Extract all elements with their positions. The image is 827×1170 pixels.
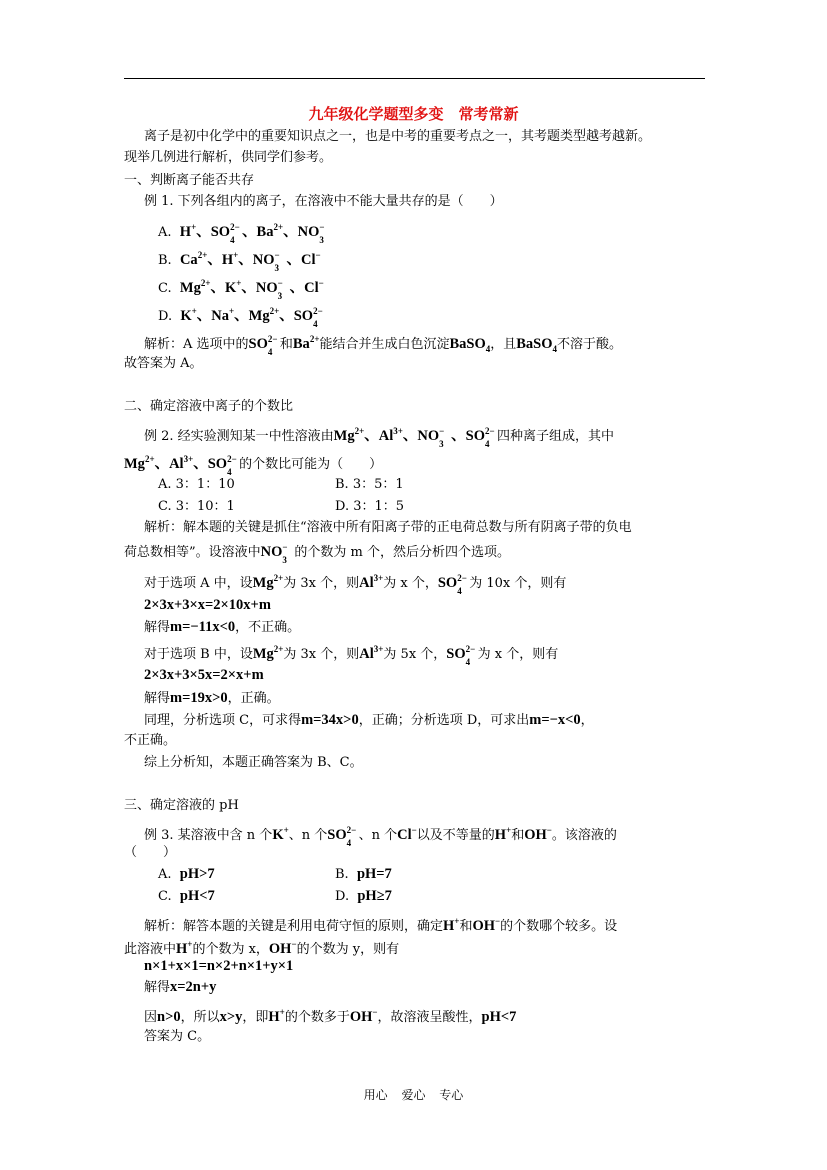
example-3-paren: （ ）: [124, 845, 177, 860]
example-3-analysis-line-2: 此溶液中H+的个数为 x，OH−的个数为 y，则有: [124, 939, 400, 957]
example-2-question-line-2: $Mg^{2+}$、$Al^{3+}$、SO 2− 4 的个数比可能为（ ）: [124, 454, 383, 477]
example-2-analysis-line-1: 解析：解本题的关键是抓住“溶液中所有阳离子带的正电荷总数与所有阴离子带的负电: [144, 520, 632, 535]
example-3-option-c: C. pH<7: [158, 888, 215, 904]
example-2-equation-b: 2×3x+3×5x=2×x+m: [144, 667, 264, 683]
example-3-answer: 答案为 C。: [144, 1029, 211, 1044]
example-2-option-a-setup: 对于选项 A 中，设$Mg^{2+}$为 3x 个，则$Al^{3+}$为 x 个，SO 2− 4 为 10x 个，则有: [144, 573, 567, 596]
example-1-question: 例 1. 下列各组内的离子，在溶液中不能大量共存的是（ ）: [144, 194, 503, 209]
example-1-option-c: C. $Mg^{2+}$、K+、NO − 3 、Cl−: [158, 278, 324, 301]
example-3-option-a: A. pH>7: [158, 866, 215, 882]
example-3-equation: n×1+x×1=n×2+n×1+y×1: [144, 958, 294, 974]
example-2-solve-b: 解得m=19x>0，正确。: [144, 690, 280, 706]
example-3-analysis-line-1: 解析：解答本题的关键是利用电荷守恒的原则，确定H+和OH−的个数哪个较多。设: [144, 916, 618, 934]
example-1-analysis: 解析：A 选项中的SO 2− 4 和$Ba^{2+}$能结合并生成白色沉淀BaSO$_4$，且BaSO$_4$不溶于酸。: [144, 334, 623, 357]
example-1-option-a: A. H+、SO 2− 4 、$Ba^{2+}$、NO − 3: [158, 222, 325, 245]
example-2-question-line-1: 例 2. 经实验测知某一中性溶液由$Mg^{2+}$、$Al^{3+}$、NO − 3 、SO 2− 4 四种离子组成，其中: [144, 426, 614, 449]
example-2-analysis-line-2: 荷总数相等”。设溶液中NO − 3 的个数为 m 个，然后分析四个选项。: [124, 542, 510, 565]
section-heading-3: 三、确定溶液的 pH: [124, 798, 239, 813]
example-3-reasoning: 因n>0，所以x>y，即H+的个数多于OH−，故溶液呈酸性，pH<7: [144, 1007, 517, 1025]
section-heading-1: 一、判断离子能否共存: [124, 173, 255, 188]
example-2-solve-a: 解得m=−11x<0，不正确。: [144, 619, 301, 635]
page-footer: 用心 爱心 专心: [363, 1088, 464, 1102]
header-rule: [124, 78, 705, 79]
example-1-option-d: D. K+、Na+、$Mg^{2+}$、SO 2− 4: [158, 306, 323, 329]
section-heading-2: 二、确定溶液中离子的个数比: [124, 399, 294, 414]
example-3-option-b: B. pH=7: [335, 866, 392, 882]
example-2-option-b: B. 3：5：1: [335, 477, 404, 492]
intro-line-2: 现举几例进行解析，供同学们参考。: [124, 150, 333, 165]
example-2-similar: 同理，分析选项 C，可求得m=34x>0，正确；分析选项 D，可求出m=−x<0，: [144, 712, 594, 728]
example-3-solve: 解得x=2n+y: [144, 979, 217, 995]
document-title: 九年级化学题型多变 常考常新: [308, 105, 519, 123]
example-2-option-c: C. 3：10：1: [158, 499, 235, 514]
example-2-conclusion: 综上分析知，本题正确答案为 B、C。: [144, 755, 363, 770]
example-2-option-b-setup: 对于选项 B 中，设$Mg^{2+}$为 3x 个，则$Al^{3+}$为 5x 个，SO 2− 4 为 x 个，则有: [144, 644, 559, 667]
example-1-option-b: B. $Ca^{2+}$、H+、NO − 3 、Cl−: [158, 250, 321, 273]
example-2-option-d: D. 3：1：5: [335, 499, 405, 514]
example-3-question: 例 3. 某溶液中含 n 个K+、n 个SO 2− 4 、n 个Cl−以及不等量的H+和OH−。该溶液的: [144, 825, 617, 848]
intro-line-1: 离子是初中化学中的重要知识点之一，也是中考的重要考点之一，其考题类型越考越新。: [144, 129, 652, 144]
example-1-answer: 故答案为 A。: [124, 356, 203, 371]
example-2-option-a: A. 3：1：10: [158, 477, 235, 492]
example-2-incorrect: 不正确。: [124, 733, 177, 748]
example-2-equation-a: 2×3x+3×x=2×10x+m: [144, 597, 271, 613]
example-3-option-d: D. pH≥7: [335, 888, 392, 904]
